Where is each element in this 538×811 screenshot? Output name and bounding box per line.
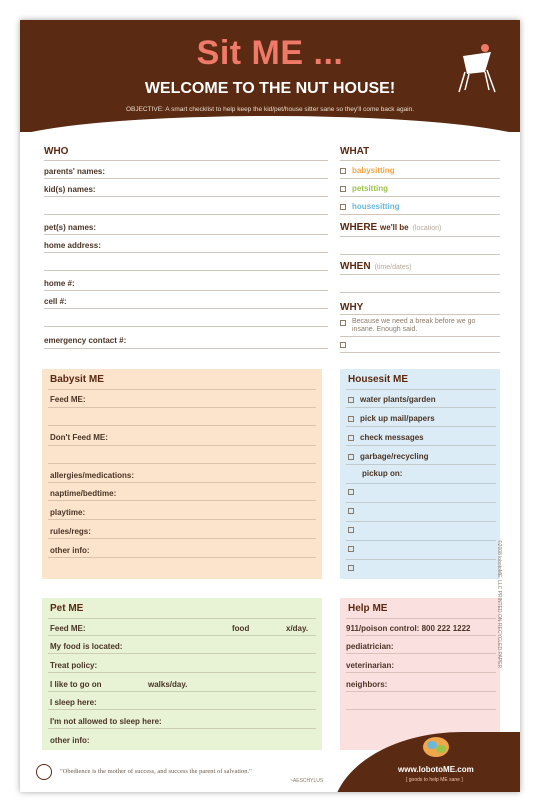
home-address-field[interactable]: home address: [44, 241, 101, 250]
pet-per-day-label: x/day. [286, 624, 309, 633]
sleep-here-field[interactable]: I sleep here: [50, 698, 97, 707]
website-link[interactable]: www.lobotoME.com [398, 765, 474, 774]
option-label: babysitting [352, 166, 395, 175]
pet-feed-field[interactable]: Feed ME: [50, 624, 86, 633]
when-hint: (time/dates) [374, 264, 412, 271]
divider [346, 445, 496, 446]
playtime-field[interactable]: playtime: [50, 508, 86, 517]
divider [346, 502, 496, 503]
item-label: check messages [360, 433, 424, 442]
checkbox-icon[interactable] [348, 435, 354, 441]
divider [340, 160, 500, 161]
when-label: WHEN [340, 261, 371, 272]
copyright-side-text: ©2008 lobotoME, LLC PRINTED ON RECYCLED PAPER [496, 540, 502, 669]
poison-control-field: 911/poison control: 800 222 1222 [346, 624, 471, 633]
divider [48, 672, 316, 673]
what-title: WHAT [340, 146, 370, 157]
divider [346, 464, 496, 465]
option-label: housesitting [352, 202, 400, 211]
housesit-item[interactable] [348, 452, 428, 461]
why-text: Because we need a break before we go insane. Enough said. [352, 318, 476, 333]
divider [48, 482, 316, 483]
divider [340, 196, 500, 197]
walks-field[interactable]: I like to go on [50, 680, 102, 689]
checkbox-icon[interactable] [348, 508, 354, 514]
divider [48, 691, 316, 692]
divider [44, 160, 328, 161]
checkbox-icon[interactable] [348, 565, 354, 571]
who-title: WHO [44, 146, 69, 157]
checkbox-petsitting[interactable] [340, 186, 346, 192]
divider [346, 672, 496, 673]
help-title: Help ME [348, 603, 388, 614]
checkbox-icon[interactable] [348, 416, 354, 422]
divider [346, 559, 496, 560]
pet-title: Pet ME [50, 603, 84, 614]
divider [346, 653, 496, 654]
divider [44, 234, 328, 235]
item-label: garbage/recycling [360, 452, 429, 461]
checklist-sheet [20, 20, 520, 792]
checkbox-icon[interactable] [348, 454, 354, 460]
where-label: WHERE [340, 222, 378, 233]
naptime-field[interactable]: naptime/bedtime: [50, 489, 117, 498]
checkbox-why[interactable] [340, 320, 346, 326]
housesit-item[interactable] [348, 433, 424, 442]
checkbox-icon[interactable] [348, 546, 354, 552]
where-title [340, 222, 441, 233]
item-label: pick up mail/papers [360, 414, 435, 423]
housesit-item[interactable] [348, 395, 436, 404]
cell-phone-field[interactable]: cell #: [44, 297, 67, 306]
divider [48, 709, 316, 710]
divider [346, 521, 496, 522]
divider [346, 691, 496, 692]
quote-author: ~AESCHYLUS [290, 778, 324, 784]
why-title: WHY [340, 302, 364, 313]
divider [48, 618, 316, 619]
divider [340, 178, 500, 179]
walks-per-day-label: walks/day. [148, 680, 188, 689]
option-babysitting[interactable] [340, 166, 395, 175]
no-sleep-field[interactable]: I'm not allowed to sleep here: [50, 717, 162, 726]
divider [340, 314, 500, 315]
kids-names-field[interactable]: kid(s) names: [44, 185, 96, 194]
pet-other-info-field[interactable]: other info: [50, 736, 90, 745]
divider [48, 389, 316, 390]
babysit-title: Babysit ME [50, 374, 104, 385]
emergency-contact-field[interactable]: emergency contact #: [44, 336, 127, 345]
pickup-on-field[interactable]: pickup on: [362, 469, 403, 478]
divider [48, 519, 316, 520]
divider [346, 618, 496, 619]
divider [340, 336, 500, 337]
allergies-field[interactable]: allergies/medications: [50, 471, 135, 480]
option-petsitting[interactable] [340, 184, 388, 193]
divider [44, 196, 328, 197]
housesit-title: Housesit ME [348, 374, 409, 385]
option-label: petsitting [352, 184, 388, 193]
where-hint: (location) [412, 225, 442, 232]
divider [48, 557, 316, 558]
divider [48, 635, 316, 636]
divider [346, 635, 496, 636]
checkbox-babysitting[interactable] [340, 168, 346, 174]
brain-logo-icon [422, 736, 450, 758]
home-phone-field[interactable]: home #: [44, 279, 75, 288]
divider [346, 426, 496, 427]
veterinarian-field[interactable]: veterinarian: [346, 661, 395, 670]
rules-field[interactable]: rules/regs: [50, 527, 91, 536]
where-suffix: we'll be [380, 223, 409, 232]
divider [48, 538, 316, 539]
divider [346, 483, 496, 484]
divider [44, 290, 328, 291]
food-location-field[interactable]: My food is located: [50, 642, 123, 651]
divider [48, 728, 316, 729]
divider [44, 326, 328, 327]
item-label: water plants/garden [360, 395, 436, 404]
divider [340, 292, 500, 293]
divider [48, 445, 316, 446]
divider [346, 389, 496, 390]
other-info-field[interactable]: other info: [50, 546, 90, 555]
feed-me-field[interactable]: Feed ME: [50, 395, 86, 404]
divider [44, 214, 328, 215]
divider [346, 709, 496, 710]
header-banner [20, 20, 520, 132]
divider [48, 500, 316, 501]
babysit-panel [42, 369, 322, 579]
pet-panel [42, 598, 322, 750]
divider [44, 348, 328, 349]
divider [340, 214, 500, 215]
checkbox-icon[interactable] [348, 527, 354, 533]
divider [44, 178, 328, 179]
divider [346, 407, 496, 408]
divider [48, 425, 316, 426]
divider [340, 352, 500, 353]
divider [44, 270, 328, 271]
header-curve [20, 116, 520, 146]
housesit-item[interactable] [348, 414, 435, 423]
pediatrician-field[interactable]: pediatrician: [346, 642, 394, 651]
page-subtitle: WELCOME TO THE NUT HOUSE! [144, 80, 396, 97]
divider [346, 540, 496, 541]
dont-feed-me-field[interactable]: Don't Feed ME: [50, 433, 108, 442]
footer-quote: "Obedience is the mother of success, and success the parent of salvation." [60, 768, 252, 775]
option-housesitting[interactable] [340, 202, 400, 211]
help-panel [340, 598, 500, 750]
divider [340, 254, 500, 255]
acorn-logo-icon [36, 764, 52, 780]
pets-names-field[interactable]: pet(s) names: [44, 223, 97, 232]
divider [44, 252, 328, 253]
divider [340, 274, 500, 275]
when-title [340, 261, 412, 272]
website-tagline: [ goods to help ME sane ] [406, 777, 463, 783]
checkbox-housesitting[interactable] [340, 204, 346, 210]
divider [48, 653, 316, 654]
treat-policy-field[interactable]: Treat policy: [50, 661, 98, 670]
objective-text: OBJECTIVE: A smart checklist to help keep the kid/pet/house sitter sane so they'll come back again. [125, 106, 415, 113]
parents-names-field[interactable]: parents' names: [44, 167, 106, 176]
checkbox-icon[interactable] [348, 397, 354, 403]
divider [44, 308, 328, 309]
page-title: Sit ME ... [196, 34, 344, 72]
divider [48, 407, 316, 408]
checkbox-icon[interactable] [348, 489, 354, 495]
butterfly-chair-icon [455, 42, 499, 94]
pet-food-label: food [232, 624, 250, 633]
neighbors-field[interactable]: neighbors: [346, 680, 388, 689]
checkbox-why-other[interactable] [340, 342, 346, 348]
divider [340, 236, 500, 237]
divider [48, 463, 316, 464]
housesit-panel [340, 369, 500, 579]
